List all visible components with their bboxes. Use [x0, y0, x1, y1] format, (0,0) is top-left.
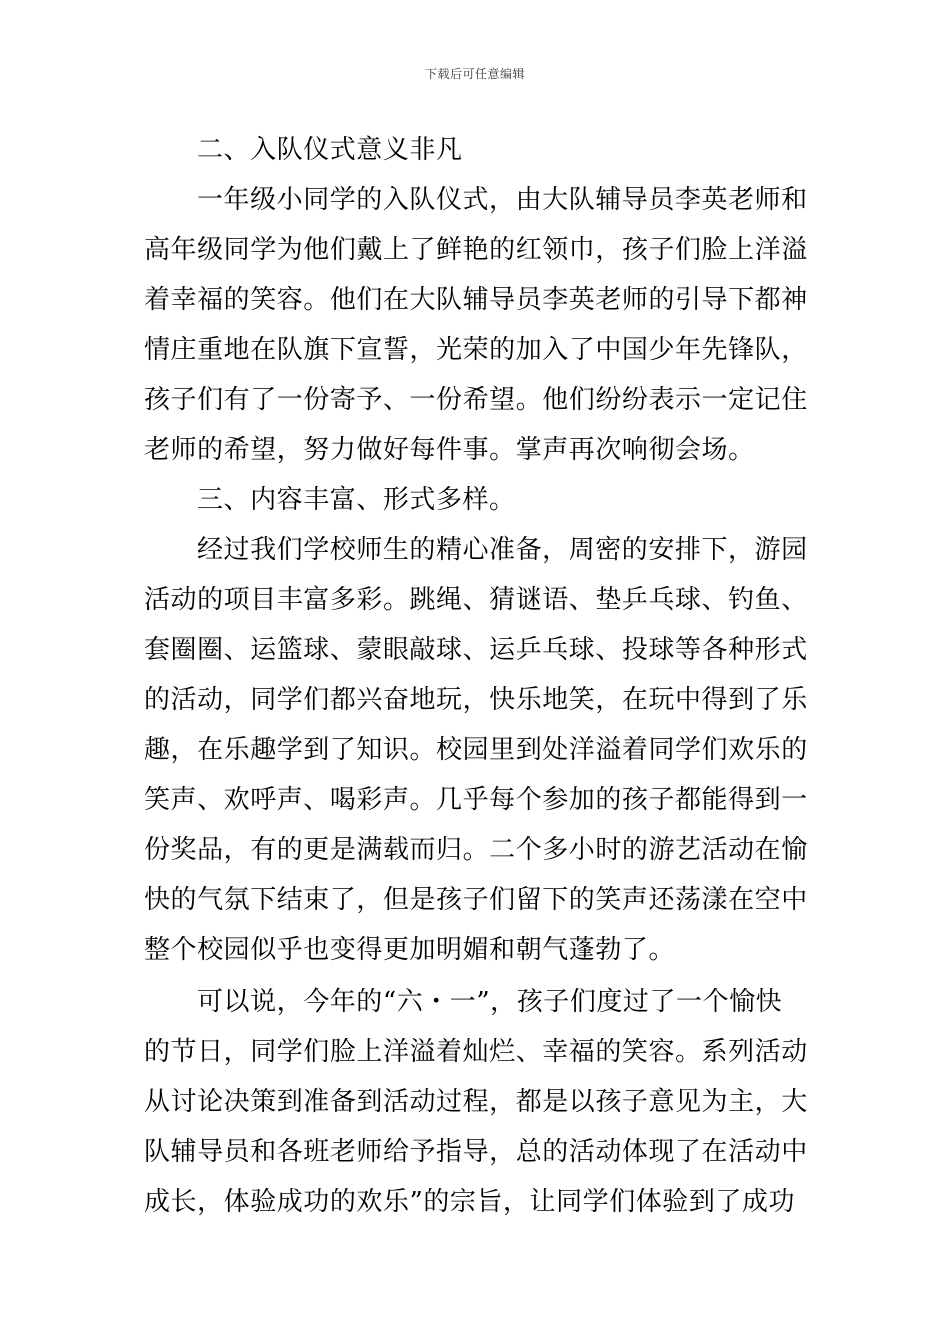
paragraph-line: 的活动，同学们都兴奋地玩，快乐地笑，在玩中得到了乐: [144, 685, 808, 715]
paragraph-line: 老师的希望，努力做好每件事。掌声再次响彻会场。: [144, 435, 755, 465]
paragraph-line: 经过我们学校师生的精心准备，周密的安排下，游园: [197, 535, 808, 565]
paragraph-line: 的节日，同学们脸上洋溢着灿烂、幸福的笑容。系列活动: [144, 1037, 808, 1067]
paragraph-line: 孩子们有了一份寄予、一份希望。他们纷纷表示一定记住: [144, 385, 808, 415]
paragraph-line: 可以说，今年的“六・一”，孩子们度过了一个愉快: [197, 987, 783, 1017]
document-body: [144, 125, 808, 1227]
paragraph-line: 高年级同学为他们戴上了鲜艳的红领巾，孩子们脸上洋溢: [144, 235, 808, 265]
section-heading: 三、内容丰富、形式多样。: [197, 485, 516, 515]
paragraph-line: 笑声、欢呼声、喝彩声。几乎每个参加的孩子都能得到一: [144, 785, 808, 815]
paragraph-line: 从讨论决策到准备到活动过程，都是以孩子意见为主，大: [144, 1087, 808, 1117]
paragraph-line: 趣，在乐趣学到了知识。校园里到处洋溢着同学们欢乐的: [144, 735, 808, 765]
paragraph-line: 套圈圈、运篮球、蒙眼敲球、运乒乓球、投球等各种形式: [144, 635, 808, 665]
page-header-note: 下载后可任意编辑: [424, 67, 525, 81]
paragraph-line: 活动的项目丰富多彩。跳绳、猜谜语、垫乒乓球、钓鱼、: [144, 585, 808, 615]
paragraph-line: 快的气氛下结束了，但是孩子们留下的笑声还荡漾在空中: [144, 885, 808, 915]
paragraph-line: 着幸福的笑容。他们在大队辅导员李英老师的引导下都神: [144, 285, 808, 315]
paragraph-line: 队辅导员和各班老师给予指导，总的活动体现了在活动中: [144, 1137, 808, 1167]
paragraph-line: 成长，体验成功的欢乐”的宗旨，让同学们体验到了成功: [144, 1187, 796, 1217]
paragraph-line: 情庄重地在队旗下宣誓，光荣的加入了中国少年先锋队，: [144, 335, 808, 365]
section-heading: 二、入队仪式意义非凡: [197, 135, 463, 165]
paragraph-line: 份奖品，有的更是满载而归。二个多小时的游艺活动在愉: [144, 835, 808, 865]
paragraph-line: 整个校园似乎也变得更加明媚和朝气蓬勃了。: [144, 935, 676, 965]
paragraph-line: 一年级小同学的入队仪式，由大队辅导员李英老师和: [197, 185, 808, 215]
